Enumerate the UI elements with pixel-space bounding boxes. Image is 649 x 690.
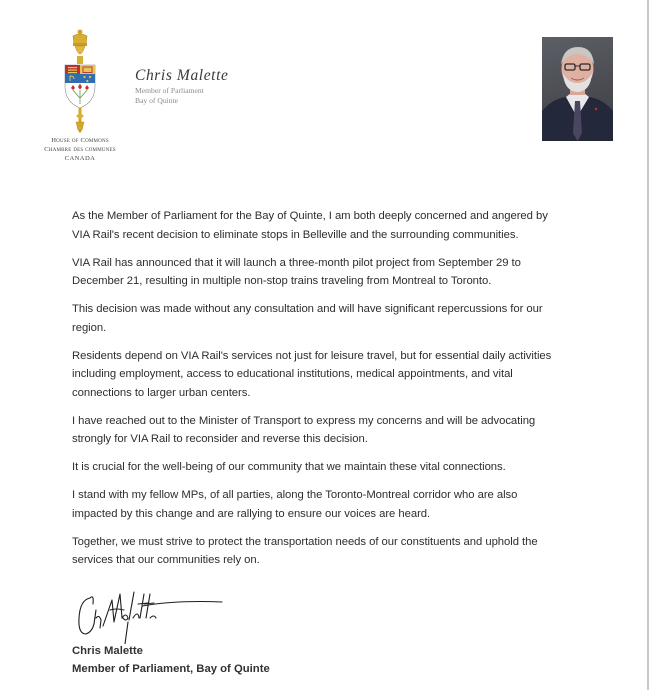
institution-name-en: House of Commons xyxy=(51,137,109,144)
handwritten-signature xyxy=(76,588,226,644)
letterhead-mp-riding: Bay of Quinte xyxy=(135,96,179,105)
institution-country: CANADA xyxy=(64,155,96,162)
paragraph-pilot-project: VIA Rail has announced that it will launch a three-month pilot project from September 29 to December 21, resulting in multiple non-stop trains traveling from Montreal to Toronto. xyxy=(72,256,521,287)
signatory-name: Chris Malette xyxy=(72,645,143,657)
paragraph-vital-connections: It is crucial for the well-being of our community that we maintain these vital connections. xyxy=(72,461,506,473)
letterhead-mp-block xyxy=(135,66,295,106)
institution-name-fr: Chambre des communes xyxy=(44,146,116,153)
paragraph-closing: Together, we must strive to protect the transportation needs of our constituents and uphold the services that our communities rely on. xyxy=(72,535,538,566)
house-of-commons-crest-icon xyxy=(60,28,100,133)
letterhead-mp-name: Chris Malette xyxy=(135,67,229,84)
letterhead-mp-title: Member of Parliament xyxy=(135,86,204,95)
paragraph-residents-depend: Residents depend on VIA Rail's services not just for leisure travel, but for essential daily activities including employment, access to educational institutions, medical appointments, and vital connections to larger urban centers. xyxy=(72,349,552,399)
paragraph-no-consultation: This decision was made without any consultation and will have significant repercussions for our region. xyxy=(72,303,543,334)
signatory-title: Member of Parliament, Bay of Quinte xyxy=(72,663,270,675)
paragraph-minister-outreach: I have reached out to the Minister of Transport to express my concerns and will be advocating strongly for VIA Rail to reconsider and reverse this decision. xyxy=(72,414,536,445)
paragraph-fellow-mps: I stand with my fellow MPs, of all parties, along the Toronto-Montreal corridor who are also impacted by this change and are rallying to ensure our voices are heard. xyxy=(72,489,518,520)
mp-portrait-photo xyxy=(542,37,613,141)
paragraph-intro: As the Member of Parliament for the Bay of Quinte, I am both deeply concerned and angered by VIA Rail's recent decision to eliminate stops in Belleville and the surrounding communities. xyxy=(72,210,548,241)
letter-body xyxy=(72,207,564,579)
institution-label xyxy=(22,136,138,163)
